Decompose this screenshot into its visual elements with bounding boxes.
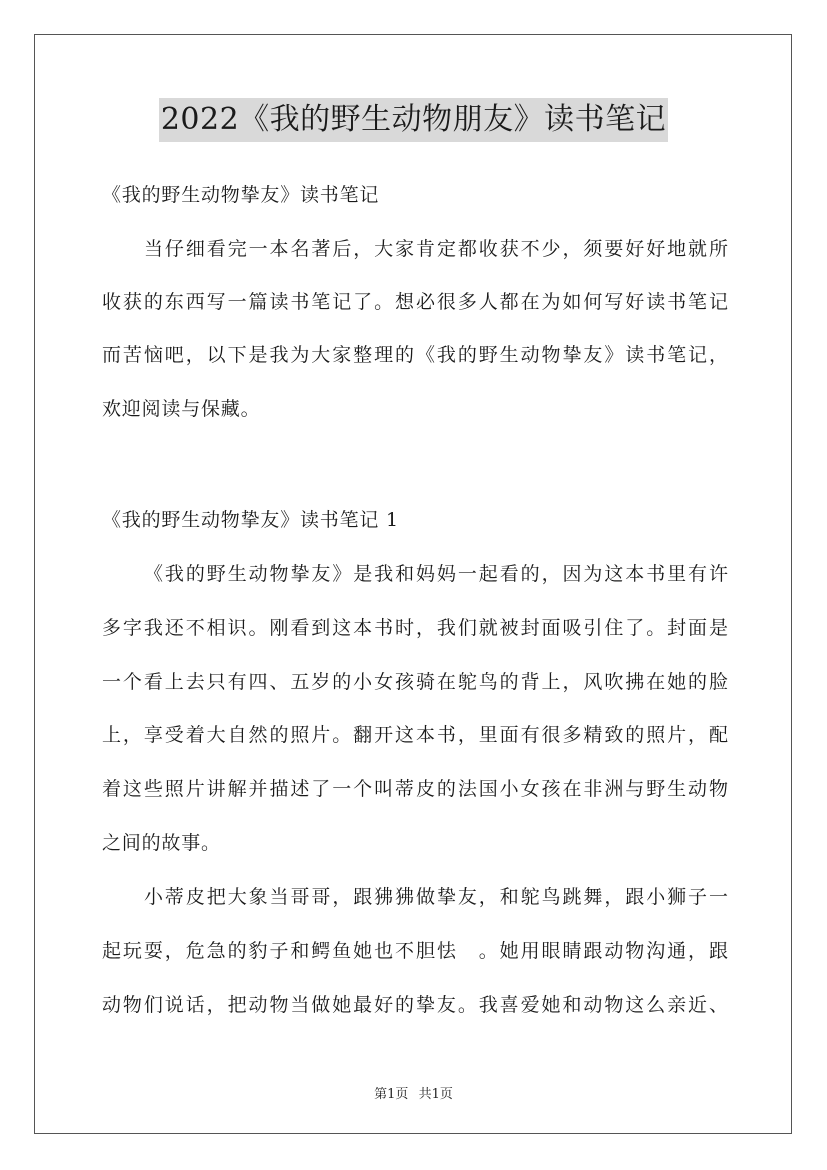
paragraph-line: 之间的故事。 — [102, 832, 221, 854]
paragraph-line: 动物们说话，把动物当做她最好的挚友。我喜爱她和动物这么亲近、 — [102, 994, 728, 1016]
intro-line: 而苦恼吧，以下是我为大家整理的《我的野生动物挚友》读书笔记， — [102, 344, 728, 366]
page-total: 共1页 — [418, 1087, 453, 1102]
paragraph-line: 着这些照片讲解并描述了一个叫蒂皮的法国小女孩在非洲与野生动物 — [102, 778, 728, 800]
page-footer — [0, 1083, 827, 1102]
intro-line: 当仔细看完一本名著后，大家肯定都收获不少，须要好好地就所 — [144, 238, 728, 260]
paragraph-line: 一个看上去只有四、五岁的小女孩骑在鸵鸟的背上，风吹拂在她的脸 — [102, 671, 728, 693]
intro-line: 收获的东西写一篇读书笔记了。想必很多人都在为如何写好读书笔记 — [102, 291, 728, 313]
paragraph-line: 小蒂皮把大象当哥哥，跟狒狒做挚友，和鸵鸟跳舞，跟小狮子一 — [144, 886, 728, 908]
section-heading: 《我的野生动物挚友》读书笔记 1 — [102, 509, 399, 531]
paragraph-line: 上，享受着大自然的照片。翻开这本书，里面有很多精致的照片，配 — [102, 724, 728, 746]
paragraph-line: 多字我还不相识。刚看到这本书时，我们就被封面吸引住了。封面是 — [102, 617, 728, 639]
subtitle: 《我的野生动物挚友》读书笔记 — [102, 184, 380, 206]
paragraph-line: 起玩耍，危急的豹子和鳄鱼她也不胆怯 。她用眼睛跟动物沟通，跟 — [102, 940, 728, 962]
document-title-text: 2022《我的野生动物朋友》读书笔记 — [159, 98, 668, 142]
paragraph-line: 《我的野生动物挚友》是我和妈妈一起看的，因为这本书里有许 — [144, 563, 728, 585]
intro-line: 欢迎阅读与保藏。 — [102, 398, 261, 420]
page-number: 第1页 — [374, 1087, 409, 1102]
document-title — [0, 98, 827, 142]
